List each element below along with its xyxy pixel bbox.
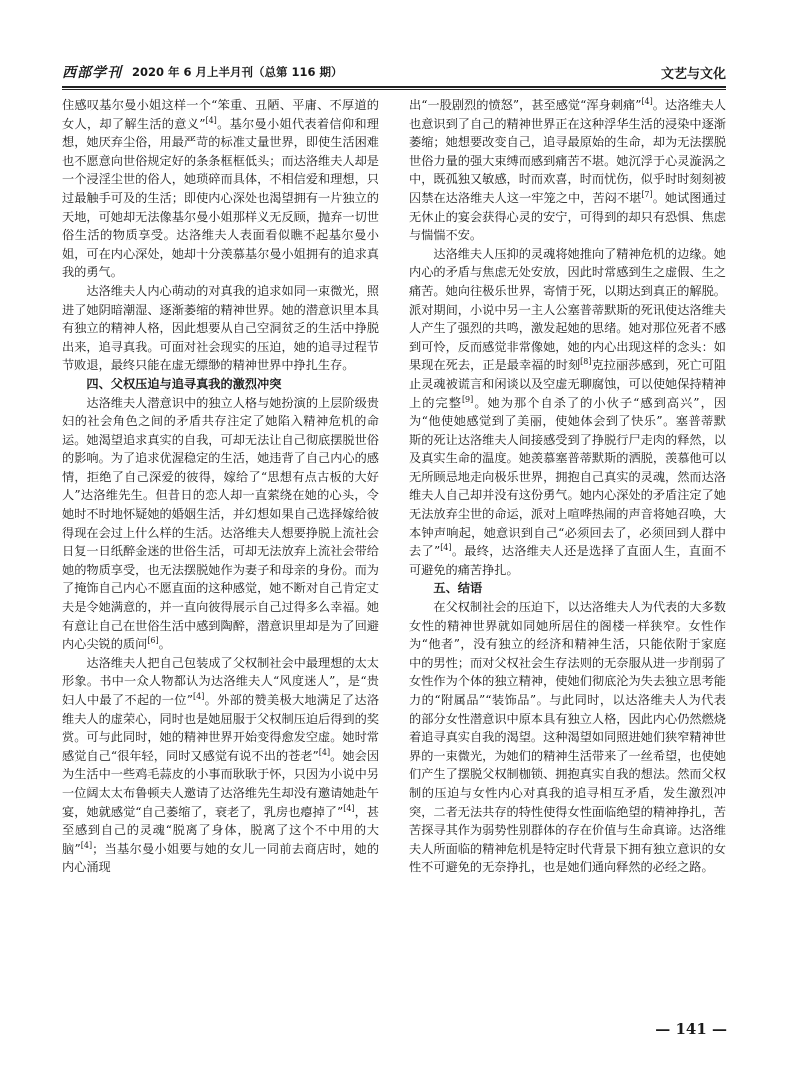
header-rule-thick [62,86,726,88]
text-run: 达洛维夫人内心萌动的对真我的追求如同一束微光，照进了她阴暗潮湿、逐渐萎缩的精神世界。她的潜意识里本具有独立的精神人格，因此想要从自己空洞贫乏的生活中挣脱出来，追寻真我。可面对社会现实的压迫，她的追寻过程节节败退，最终只能在虚无缥缈的精神世界中挣扎生存。 [62,283,379,373]
section-heading [409,579,726,598]
citation-marker: [7] [641,189,653,199]
page-number: — 141 — [655,1020,727,1038]
body-paragraph [62,96,379,282]
text-run: 达洛维夫人把自己包装成了父权制社会中最理想的太太形象。书中一众人物都认为达洛维夫人“风度迷人”，是“贵妇人中最了不起的一位” [62,655,379,707]
text-run: 住感叹基尔曼小姐这样一个“笨重、丑陋、平庸、不厚道的女人，却了解生活的意义” [62,98,379,131]
section-heading [62,375,379,394]
body-paragraph [62,394,379,654]
text-run: 。她试图通过无休止的宴会获得心灵的安宁，可得到的却只有恐惧、焦虑与惴惴不安。 [409,190,726,243]
text-run: 出“一股剧烈的愤怒”，甚至感觉“浑身刺痛” [409,98,642,112]
citation-marker: [4] [193,691,205,701]
section-title: 文艺与文化 [660,67,726,82]
body-paragraph [62,282,379,375]
citation-marker: [4] [318,747,331,757]
text-run: 。达洛维夫人也意识到了自己的精神世界正在这种浮华生活的浸染中逐渐萎缩；她想要改变自己，追寻最原始的生命，却为无法摆脱世俗力量的强大束缚而感到痛苦不堪。她沉浮于心灵漩涡之中，既孤独又敏感，时而欢喜，时而忧伤，似乎时时刻刻被囚禁在达洛维夫人这一牢笼之中，苦闷不堪 [409,98,726,205]
text-run: 达洛维夫人压抑的灵魂将她推向了精神危机的边缘。她内心的矛盾与焦虑无处安放，因此时常感到生之虚假、生之痛苦。她向往极乐世界，寄情于死，以期达到真正的解脱。派对期间，小说中另一主人公塞普蒂默斯的死讯使达洛维夫人产生了强烈的共鸣，激发起她的思绪。她对那位死者不感到可怜，反而感觉非常像她，她的内心出现这样的念头：如果现在死去，正是最幸福的时刻 [409,246,726,373]
text-run: 。她为那个自杀了的小伙子“感到高兴”，因为“他使她感觉到了美丽，使她体会到了快乐”。塞普蒂默斯的死让达洛维夫人间接感受到了挣脱行尸走肉的释然，以及真实生命的温度。她羡慕塞普蒂默斯的洒脱，羡慕他可以无所顾忌地走向极乐世界，拥抱自己真实的灵魂，然而达洛维夫人自己却并没有这份勇气。她内心深处的矛盾注定了她无法放弃尘世的命运，派对上喧哗热闹的声音将她召唤，大本钟声响起，她意识到自己“必须回去了，必须回到人群中去了” [409,395,726,559]
page-header [62,62,726,84]
text-run: 在父权制社会的压迫下，以达洛维夫人为代表的大多数女性的精神世界就如同她所居住的阁楼一样狭窄。女性作为“他者”，没有独立的经济和精神生活，只能依附于家庭中的男性；而对父权社会生存法则的无奈服从进一步削弱了女性作为个体的独立精神，使她们彻底沦为失去独立思考能力的“附属品”“装饰品”。与此同时，以达洛维夫人为代表的部分女性潜意识中原本具有独立人格，因此内心仍然燃烧着追寻真实自我的渴望。这种渴望如同照进她们狭窄精神世界的一束微光，为她们的精神生活带来了一丝希望，也使她们产生了摆脱父权制枷锁、拥抱真实自我的想法。然而父权制的压迫与女性内心对真我的追寻相互矛盾，发生激烈冲突，二者无法共存的特性使得女性面临绝望的精神挣扎，苦苦探寻其作为弱势性别群体的存在价值与生命真谛。达洛维夫人所面临的精神危机是特定时代背景下拥有独立意识的女性不可避免的无奈挣扎，也是她们通向释然的必经之路。 [409,600,726,875]
text-run: 。基尔曼小姐代表着信仰和理想，她厌弃尘俗，用最严苛的标准丈量世界，即使生活困难也不愿意向世俗规定好的条条框框低头；而达洛维夫人却是一个浸淫尘世的俗人，她琐碎而具体，不相信爱和理想，只过最触手可及的生活；即使内心深处也渴望拥有一片独立的天地，可她却无法像基尔曼小姐那样义无反顾，抛弃一切世俗生活的物质享受。达洛维夫人表面看似瞧不起基尔曼小姐，可在内心深处，她却十分羡慕基尔曼小姐拥有的追求真我的勇气。 [62,116,379,280]
text-run: 。 [158,637,171,652]
text-run: 四、父权压迫与追寻真我的激烈冲突 [86,376,282,391]
text-run: 。她会因为生活中一些鸡毛蒜皮的小事而耿耿于怀，只因为小说中另一位阔太太布鲁顿夫人邀请了达洛维先生却没有邀请她赴午宴，她就感觉“自己萎缩了，衰老了，乳房也瘪掉了” [62,748,379,819]
body-paragraph [409,96,726,245]
citation-marker: [4] [440,543,452,553]
text-run: 。外部的赞美极大地满足了达洛维夫人的虚荣心，同时也是她屈服于父权制压迫后得到的奖赏。可与此同时，她的精神世界开始变得愈发空虚。她时常感觉自己“很年轻，同时又感觉有说不出的苍老” [62,693,379,763]
citation-marker: [6] [147,636,159,646]
text-run: ，甚至感到自己的灵魂“脱离了身体，脱离了这个不中用的大脑” [62,804,379,856]
text-run: ；当基尔曼小姐要与她的女儿一同前去商店时，她的内心涌现 [62,841,379,875]
citation-marker: [4] [641,96,653,106]
issue-info: 2020 年 6 月上半月刊（总第 116 期） [132,65,343,79]
body-paragraph [409,598,726,877]
citation-marker: [4] [343,803,355,813]
citation-marker: [4] [80,840,93,850]
text-run: 。最终，达洛维夫人还是选择了直面人生，直面不可避免的痛苦挣扎。 [409,544,726,577]
citation-marker: [4] [205,115,217,125]
citation-marker: [9] [461,394,474,404]
text-run: 五、结语 [433,581,483,596]
header-rule-thin [62,89,726,90]
text-run: 达洛维夫人潜意识中的独立人格与她扮演的上层阶级贵妇的社会角色之间的矛盾共存注定了她陷入精神危机的命运。她渴望追求真实的自我，可却无法让自己彻底摆脱世俗的影响。为了追求优渥稳定的生活，她违背了自己内心的感情，拒绝了自己深爱的彼得，嫁给了“思想有点古板的大好人”达洛维先生。但昔日的恋人却一直萦绕在她的心头，令她时不时地怀疑她的婚姻生活，并幻想如果自己选择嫁给彼得现在会过上什么样的生活。达洛维夫人想要挣脱上流社会日复一日纸醉金迷的世俗生活，可却无法放弃上流社会带给她的物质享受，也无法摆脱她作为妻子和母亲的身份。而为了掩饰自己内心不愿直面的这种感觉，她不断对自己肯定丈夫是令她满意的，并一直向彼得展示自己过得多么幸福。她有意让自己在世俗生活中感到陶醉，潜意识里却是为了回避内心尖锐的质问 [62,395,379,652]
body-paragraph [409,245,726,580]
text-run: 克拉丽莎感到，死亡可阻止灵魂被谎言和闲谈以及空虚无聊腐蚀，可以使她保持精神上的完整 [409,358,726,410]
journal-title: 西部学刊 [62,65,122,81]
right-column [409,96,726,1036]
citation-marker: [8] [580,357,592,367]
left-column [62,96,379,1036]
body-paragraph [62,654,379,877]
